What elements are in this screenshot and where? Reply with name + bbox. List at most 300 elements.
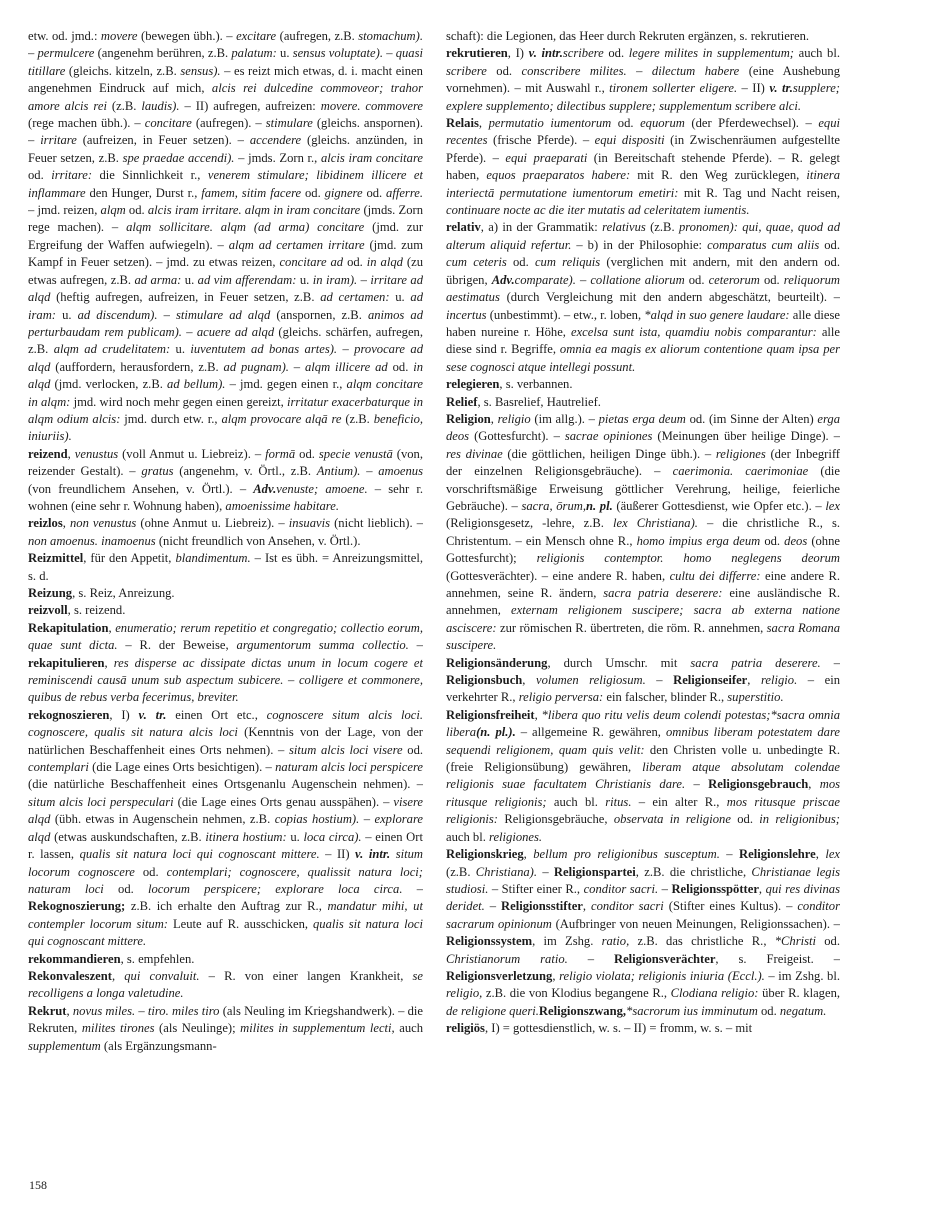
- latin-phrase: legere milites in supplementum;: [628, 46, 794, 61]
- latin-phrase: venustus: [74, 446, 119, 461]
- latin-phrase: palatum:: [231, 46, 277, 61]
- latin-phrase: bellum pro religionibus susceptum.: [533, 847, 720, 862]
- dictionary-entry: [28, 602, 423, 619]
- entry-text: , a) in der Grammatik:: [480, 220, 603, 235]
- latin-phrase: supplere; explere supplemento; dilectibus supplere; supplementum scribere alci.: [446, 81, 840, 113]
- latin-phrase: gratus: [141, 464, 174, 479]
- entry-text: , I): [507, 46, 529, 61]
- entry-text: (der Inbegriff der einzelnen Religionsgebräuche). –: [446, 446, 840, 479]
- latin-phrase: sensus voluptate).: [292, 46, 383, 61]
- headword: rekognoszieren: [28, 707, 110, 722]
- headword: reizlos: [28, 516, 63, 531]
- latin-phrase: v. tr.: [138, 707, 167, 722]
- entry-text: z.B. ich erhalte den Auftrag zur R.,: [125, 899, 328, 914]
- latin-phrase: provocare ad alqd: [28, 342, 423, 374]
- latin-phrase: visere alqd: [28, 794, 423, 827]
- dictionary-entry: [446, 1020, 840, 1037]
- entry-text: – jmd. reizen,: [28, 203, 101, 218]
- latin-phrase: religio,: [446, 986, 483, 1001]
- latin-phrase: ad vim afferendam:: [197, 272, 297, 287]
- entry-text: od.: [103, 881, 148, 896]
- latin-phrase: n. pl.: [585, 498, 613, 513]
- entry-text: , s. Freigeist. –: [715, 951, 840, 966]
- latin-phrase: volumen religiosum.: [535, 673, 646, 688]
- latin-phrase: non amoenus. inamoenus: [28, 533, 156, 548]
- entry-text: (aufregen). –: [191, 116, 266, 131]
- latin-phrase: equi dispositi: [594, 133, 665, 148]
- entry-text: , I): [109, 707, 139, 722]
- entry-text: –: [157, 307, 176, 322]
- entry-text: od.: [28, 168, 52, 183]
- entry-text: (äußerer Gottesdienst, wie Opfer etc.). –: [612, 498, 826, 513]
- latin-phrase: in iram).: [312, 272, 358, 287]
- latin-phrase: movere: [100, 29, 138, 43]
- entry-text: (jmd. verlocken, z.B.: [50, 377, 168, 392]
- entry-text: –: [408, 638, 423, 653]
- latin-phrase: observata in religione: [613, 812, 731, 827]
- entry-text: (z.B.: [341, 411, 374, 426]
- latin-phrase: Antium).: [316, 464, 361, 479]
- entry-text: (gleichs. kitzeln, z.B.: [65, 63, 181, 78]
- latin-phrase: qui convaluit.: [124, 968, 200, 983]
- dictionary-entry: [28, 951, 423, 968]
- latin-phrase: qui res divinas deridet.: [446, 881, 840, 914]
- entry-text: (Religionsgesetz, -lehre, z.B.: [446, 516, 613, 531]
- headword: Religionsfreiheit: [446, 707, 535, 722]
- entry-text: (aufregen, z.B.: [276, 29, 359, 43]
- entry-text: (aufreizen, in Feuer setzen). –: [76, 133, 250, 148]
- entry-text: (z.B.: [106, 98, 142, 113]
- dictionary-entry: [446, 115, 840, 219]
- latin-phrase: specie venustā: [318, 446, 393, 461]
- entry-text: –: [719, 847, 740, 862]
- latin-phrase: *sacrorum ius imminutum: [626, 1003, 758, 1018]
- dictionary-entry: [28, 28, 423, 446]
- entry-text: (gleichs. anzünden, in Feuer setzen, z.B.: [28, 133, 423, 165]
- latin-phrase: relativus: [602, 220, 646, 235]
- latin-phrase: cognoscere situm alcis loci. cognoscere, qualis sit natura alcis loci: [28, 707, 423, 740]
- entry-text: ,: [582, 899, 591, 914]
- dictionary-entry: [28, 585, 423, 602]
- entry-text: ,: [522, 673, 536, 688]
- dictionary-entry: [28, 515, 423, 550]
- latin-phrase: animos ad perturbaudam rem publicam).: [28, 307, 423, 339]
- entry-text: , s. verbannen.: [499, 377, 573, 392]
- entry-text: (als Neulinge);: [154, 1021, 241, 1036]
- latin-phrase: lex: [825, 498, 840, 513]
- entry-text: (angenehm berühren, z.B.: [94, 46, 232, 61]
- latin-phrase: equi recentes: [446, 116, 840, 148]
- entry-text: –: [537, 864, 554, 879]
- entry-text: (anspornen, z.B.: [270, 307, 368, 322]
- latin-phrase: blandimentum.: [175, 551, 251, 566]
- latin-phrase: excitare: [236, 29, 277, 43]
- entry-text: – ein alter R.,: [631, 794, 727, 809]
- entry-text: u.: [181, 272, 198, 287]
- latin-phrase: continuare nocte ac die iter mutatis ad celeritatem iumentis.: [446, 203, 750, 218]
- latin-phrase: formā: [265, 446, 296, 461]
- latin-phrase: v. tr.: [769, 81, 793, 96]
- latin-phrase: alcis iram concitare: [321, 150, 423, 165]
- entry-text: einen Ort etc.,: [166, 707, 267, 722]
- latin-phrase: situm alcis loci visere: [289, 742, 403, 757]
- headword: Relief: [446, 394, 478, 409]
- dictionary-entry: [28, 968, 423, 1003]
- entry-text: od.: [819, 237, 840, 252]
- headword: Reizung: [28, 586, 73, 600]
- entry-text: eine andere R. annehmen, seine R. ändern,: [446, 568, 840, 600]
- entry-text: (jmds. Zorn rege machen). –: [28, 203, 423, 235]
- latin-phrase: alcis iram irritare. alqm in iram concitare: [147, 203, 361, 218]
- entry-text: (im allg.). –: [530, 411, 599, 426]
- entry-text: (angenehm, v. Örtl., z.B.: [173, 464, 317, 479]
- latin-phrase: negatum.: [779, 1003, 827, 1018]
- latin-phrase: caerimonia. caerimoniae: [672, 464, 809, 479]
- latin-phrase: mos ritusque priscae religionis:: [446, 794, 840, 827]
- latin-phrase: quasi titillare: [28, 46, 423, 78]
- latin-phrase: stimulare: [265, 116, 313, 131]
- entry-text: etw. od. jmd.:: [28, 29, 101, 43]
- entry-text: od.: [759, 272, 784, 287]
- entry-text: (in Zwischenräumen aufgestellte Pferde). –: [446, 133, 840, 165]
- entry-text: , s. reizend.: [67, 603, 126, 618]
- headword: Religionsgebrauch: [708, 777, 809, 792]
- entry-text: od. (im Sinne der Alten): [685, 411, 818, 426]
- headword: Religionszwang,: [538, 1003, 627, 1018]
- latin-phrase: comparate).: [514, 272, 576, 287]
- latin-phrase: argumentorum summa collectio.: [236, 638, 409, 653]
- entry-text: – II) aufregen, aufreizen:: [179, 98, 321, 113]
- entry-text: ,: [808, 777, 820, 792]
- dictionary-entry: [28, 707, 423, 951]
- latin-phrase: qualis sit natura loci qui cognoscant mittere.: [79, 847, 320, 862]
- latin-phrase: equi praeparati: [505, 150, 588, 165]
- latin-phrase: ritus.: [605, 794, 632, 809]
- entry-text: (nicht freundlich von Ansehen, v. Örtl.).: [155, 533, 361, 548]
- latin-phrase: ad certamen:: [320, 290, 390, 305]
- entry-text: Leute auf R. ausschicken,: [168, 916, 313, 931]
- latin-phrase: Clodiana religio:: [670, 986, 759, 1001]
- entry-text: – R. von einer langen Krankheit,: [199, 968, 413, 983]
- entry-text: (jmd. zum Kampf in Feuer setzen). – jmd. zu etwas reizen,: [28, 237, 423, 270]
- entry-text: – es reizt mich etwas, d. i. macht einen angenehmen Eindruck auf mich,: [28, 63, 423, 96]
- latin-phrase: alqm concitare in alqm:: [28, 377, 423, 409]
- entry-text: , im Zshg.: [532, 934, 602, 949]
- entry-text: Religionsgebräuche,: [498, 812, 614, 827]
- headword: Religionsverächter: [614, 951, 716, 966]
- entry-text: – II): [319, 847, 356, 862]
- entry-text: , durch Umschr. mit: [547, 655, 691, 670]
- dictionary-entry: [28, 446, 423, 516]
- entry-text: , z.B. die christliche,: [635, 864, 752, 879]
- entry-text: , s. empfehlen.: [120, 951, 195, 966]
- entry-text: (in Bereitschaft stehende Pferde). – R. gelegt haben,: [446, 150, 840, 183]
- latin-phrase: res disperse ac dissipate dictas unum in locum cogere et reminiscendi causā unum sub aspectum subicere. – colligere et commonere, quibus de rebus verba fecerimus, breviter.: [28, 655, 423, 705]
- entry-text: –: [575, 272, 591, 287]
- latin-phrase: comparatus cum aliis: [707, 237, 820, 252]
- entry-text: (von freundlichem Ansehen, v. Örtl.). –: [28, 481, 254, 496]
- latin-phrase: insuavis: [288, 516, 331, 531]
- latin-phrase: scribere: [562, 46, 604, 61]
- entry-text: (als Ergänzungsmann-: [100, 1038, 217, 1053]
- latin-phrase: milites tirones: [81, 1021, 155, 1036]
- latin-phrase: non venustus: [69, 516, 137, 531]
- latin-phrase: equorum: [640, 116, 685, 131]
- page-number: 158: [29, 1178, 47, 1192]
- dictionary-entry: [446, 394, 840, 411]
- latin-phrase: ad iram:: [28, 290, 423, 322]
- dictionary-entry: [446, 28, 840, 45]
- entry-text: –: [658, 881, 672, 896]
- latin-phrase: irritare: [40, 133, 77, 148]
- entry-text: u.: [170, 342, 191, 357]
- latin-phrase: concitare: [144, 116, 192, 131]
- latin-phrase: v. intr.: [355, 847, 391, 862]
- latin-phrase: homo impius erga deum: [636, 533, 761, 548]
- latin-phrase: religionis contemptor. homo neglegens deorum: [536, 551, 840, 566]
- entry-text: (Gottesfurcht). –: [469, 429, 565, 444]
- entry-text: –: [288, 359, 305, 374]
- latin-phrase: reliquorum aestimatus: [446, 272, 840, 305]
- entry-text: u.: [389, 290, 411, 305]
- entry-text: ,: [552, 968, 560, 983]
- entry-text: –: [626, 63, 652, 78]
- entry-text: (verglichen mit andern, mit den andern od. übrigen,: [446, 255, 840, 287]
- latin-phrase: externam religionem suscipere; sacra ab externa natione asciscere:: [446, 603, 840, 635]
- entry-text: (etwas auskundschaften, z.B.: [50, 829, 206, 844]
- entry-text: (übh. etwas in Augenschein nehmen, z.B.: [50, 812, 275, 827]
- entry-text: –: [135, 1003, 148, 1018]
- entry-text: –: [685, 777, 709, 792]
- entry-text: ,: [758, 881, 766, 896]
- entry-text: ,: [534, 707, 542, 722]
- latin-phrase: pietas erga deum: [598, 411, 686, 426]
- latin-phrase: accendere: [249, 133, 302, 148]
- latin-phrase: irritatur exacerbaturque in alqm odium alcis:: [28, 394, 423, 426]
- entry-text: u.: [276, 46, 293, 61]
- entry-text: – jmds. Zorn r.,: [234, 150, 321, 165]
- entry-text: –: [28, 46, 38, 61]
- entry-text: –: [357, 272, 371, 287]
- headword: rekapitulieren: [28, 655, 105, 670]
- entry-text: u.: [56, 307, 78, 322]
- entry-text: u.: [296, 272, 313, 287]
- dictionary-entry: [446, 376, 840, 393]
- latin-phrase: in alqd: [28, 359, 423, 392]
- latin-phrase: iuventutem ad bonas artes).: [190, 342, 338, 357]
- latin-phrase: amoenus: [378, 464, 423, 479]
- entry-text: od.: [611, 116, 641, 131]
- headword: Religionslehre: [739, 847, 816, 862]
- latin-phrase: cultu dei differre:: [669, 568, 761, 583]
- entry-text: –: [645, 673, 674, 688]
- entry-text: –: [181, 324, 197, 339]
- headword: Religionsänderung: [446, 655, 548, 670]
- entry-text: (die Lage eines Orts besichtigen). –: [88, 760, 276, 775]
- latin-phrase: *libera quo ritu velis deum colendi potestas;*sacra omnia libera: [446, 707, 840, 740]
- latin-phrase: dilectum habere: [651, 63, 740, 78]
- entry-text: (als Neuling im Kriegshandwerk). – die Rekruten,: [28, 1003, 423, 1036]
- latin-phrase: incertus: [446, 307, 487, 322]
- latin-phrase: milites in supplementum lecti,: [240, 1021, 395, 1036]
- latin-phrase: alcis rei dulcedine commoveor; trahor amore alcis rei: [28, 81, 423, 113]
- headword: Religionseifer: [673, 673, 748, 688]
- headword: reizend: [28, 446, 68, 461]
- latin-phrase: *alqd in suo genere laudare:: [644, 307, 790, 322]
- entry-text: – jmd. gegen einen r.,: [225, 377, 347, 392]
- headword: rekrutieren: [446, 46, 508, 61]
- entry-text: – im Zshg. bl.: [764, 968, 840, 983]
- entry-text: eine ausländische R. annehmen,: [446, 586, 840, 618]
- entry-text: –: [359, 812, 375, 827]
- latin-phrase: ad pugnam).: [223, 359, 289, 374]
- entry-text: (Kenntnis von der Lage, von der natürlichen Beschaffenheit eines Orts nehmen). –: [28, 725, 423, 757]
- entry-text: den Christen volle u. unbedingte R. (freie Religionsübung) gewähren,: [446, 742, 840, 775]
- entry-text: ,: [108, 620, 116, 635]
- latin-phrase: stimulare ad alqd: [176, 307, 271, 322]
- entry-text: – Stifter einer R.,: [488, 881, 584, 896]
- latin-phrase: loca circa).: [303, 829, 362, 844]
- entry-text: od.: [301, 185, 325, 200]
- latin-phrase: v. intr.: [528, 46, 563, 61]
- entry-text: ,: [111, 968, 125, 983]
- headword: Religionspartei: [553, 864, 636, 879]
- latin-phrase: Christiana).: [475, 864, 538, 879]
- latin-phrase: ratio,: [601, 934, 630, 949]
- latin-phrase: equos praeparatos habere:: [486, 168, 631, 183]
- entry-text: – sehr r. wohnen (eine sehr r. Wohnung haben),: [28, 481, 423, 513]
- latin-phrase: alqm: [100, 203, 126, 218]
- latin-phrase: spe praedae accendi).: [122, 150, 235, 165]
- latin-phrase: in religionibus;: [759, 812, 840, 827]
- latin-phrase: religio perversa:: [518, 690, 604, 705]
- entry-text: (Stifter eines Kultus). –: [663, 899, 798, 914]
- latin-phrase: irritare:: [51, 168, 93, 183]
- headword: Religionskrieg: [446, 847, 524, 862]
- latin-phrase: famem, sitim facere: [201, 185, 302, 200]
- headword: Religionsstifter: [501, 899, 583, 914]
- entry-text: –: [360, 464, 379, 479]
- entry-text: (rege machen übh.). –: [28, 116, 145, 131]
- entry-text: (jmd. zur Ergreifung der Waffen aufwiegeln). –: [28, 220, 423, 252]
- entry-text: od.: [757, 1003, 780, 1018]
- latin-phrase: sacra Romana suscipere.: [446, 620, 840, 653]
- latin-phrase: de religione queri.: [446, 1003, 539, 1018]
- entry-text: – allgemeine R. gewähren,: [515, 725, 666, 740]
- latin-phrase: situm locorum cognoscere: [28, 847, 423, 879]
- entry-text: (gleichs. anspornen). –: [28, 116, 423, 148]
- entry-text: mit R. den Weg zurücklegen,: [630, 168, 807, 183]
- entry-text: ,: [490, 411, 498, 426]
- entry-text: od.: [730, 812, 760, 827]
- dictionary-entry: [446, 707, 840, 846]
- entry-text: od.: [684, 272, 709, 287]
- headword: reizvoll: [28, 603, 68, 618]
- latin-phrase: scribere: [446, 63, 487, 78]
- latin-phrase: cum ceteris: [446, 255, 507, 270]
- entry-text: ,: [62, 516, 70, 531]
- headword: religiös: [446, 1021, 485, 1036]
- latin-phrase: excelsa sunt ista, quamdiu nobis comparantur:: [570, 324, 817, 339]
- headword: Religionssystem: [446, 934, 533, 949]
- headword: Reizmittel: [28, 551, 84, 566]
- entry-text: –: [382, 46, 396, 61]
- latin-phrase: sacra patria deserere.: [690, 655, 821, 670]
- headword: Rekrut: [28, 1003, 67, 1018]
- latin-phrase: qualis sit natura loci qui cognoscant mittere.: [28, 916, 423, 949]
- entry-text: über R. klagen,: [758, 986, 840, 1001]
- latin-phrase: omnia ea magis ex aliorum contentione quam ipsa per sese cognosci atque intellegi possunt.: [446, 342, 840, 374]
- entry-text: – R. der Beweise,: [117, 638, 237, 653]
- dictionary-entry: [28, 1003, 423, 1055]
- entry-text: , s. Basrelief, Hautrelief.: [477, 394, 601, 409]
- latin-phrase: mos ritusque religionis;: [446, 777, 840, 809]
- latin-phrase: naturam alcis loci perspicere: [275, 760, 423, 775]
- latin-phrase: sacra patria deserere:: [603, 586, 723, 600]
- latin-phrase: beneficio, iniuriis).: [28, 411, 423, 444]
- entry-text: ein falscher, blinder R.,: [603, 690, 728, 705]
- entry-text: od.: [760, 533, 785, 548]
- dictionary-column-left: [28, 28, 423, 1055]
- entry-text: – b) in der Philosophie:: [571, 237, 708, 252]
- latin-phrase: irritare ad alqd: [28, 272, 423, 305]
- entry-text: (von, reizender Gestalt). –: [28, 446, 423, 479]
- entry-text: die Sinnlichkeit r.,: [92, 168, 208, 183]
- latin-phrase: tiro. miles tiro: [147, 1003, 220, 1018]
- entry-text: –: [484, 899, 502, 914]
- latin-phrase: lex Christiana).: [613, 516, 698, 531]
- dictionary-column-right: [446, 28, 840, 1038]
- latin-phrase: religio.: [760, 673, 798, 688]
- entry-text: od.: [134, 864, 167, 879]
- latin-phrase: laudis).: [141, 98, 180, 113]
- entry-text: u.: [286, 829, 304, 844]
- latin-phrase: itinera hostium:: [205, 829, 287, 844]
- entry-text: (frische Pferde). –: [487, 133, 595, 148]
- latin-phrase: contemplari; cognoscere, qualissit natura loci; naturam loci: [28, 864, 423, 896]
- latin-phrase: Adv.: [253, 481, 277, 496]
- latin-phrase: superstitio.: [727, 690, 784, 705]
- latin-phrase: Christianorum ratio.: [446, 951, 568, 966]
- latin-phrase: Christianae legis studiosi.: [446, 864, 840, 896]
- latin-phrase: gignere: [324, 185, 363, 200]
- headword: relativ: [446, 220, 481, 235]
- entry-text: (gleichs. schärfen, aufregen, z.B.: [28, 324, 423, 357]
- latin-phrase: ad arma:: [134, 272, 182, 287]
- latin-phrase: itinera interiectā permutatione iumentorum emetiri:: [446, 168, 840, 200]
- latin-phrase: omnibus liberam potestatem dare sequendi religionem, quam quis velit:: [446, 725, 840, 757]
- entry-text: (z.B.: [446, 864, 476, 879]
- entry-text: (voll Anmut u. Liebreiz). –: [118, 446, 266, 461]
- entry-text: od.: [362, 185, 387, 200]
- headword: rekommandieren: [28, 951, 121, 966]
- entry-text: ,: [747, 673, 761, 688]
- entry-text: auch bl.: [446, 829, 490, 844]
- latin-phrase: stomachum).: [358, 29, 423, 43]
- latin-phrase: permulcere: [37, 46, 95, 61]
- entry-text: – die christliche R., s. Christentum. – ein Mensch ohne R.,: [446, 516, 840, 548]
- latin-phrase: venuste; amoene.: [276, 481, 368, 496]
- latin-phrase: religio violata; religionis iniuria (Eccl.).: [559, 968, 765, 983]
- headword: Religion: [446, 411, 491, 426]
- entry-text: (heftig aufregen, aufreizen, in Feuer setzen, z.B.: [50, 290, 321, 305]
- latin-phrase: permutatio iumentorum: [488, 116, 612, 131]
- latin-phrase: movere. commovere: [320, 98, 423, 113]
- latin-phrase: ad bellum).: [167, 377, 226, 392]
- entry-text: (ohne Gottesfurcht);: [446, 533, 840, 566]
- entry-text: – ein verkehrter R.,: [446, 673, 840, 705]
- latin-phrase: concitare ad: [279, 255, 344, 270]
